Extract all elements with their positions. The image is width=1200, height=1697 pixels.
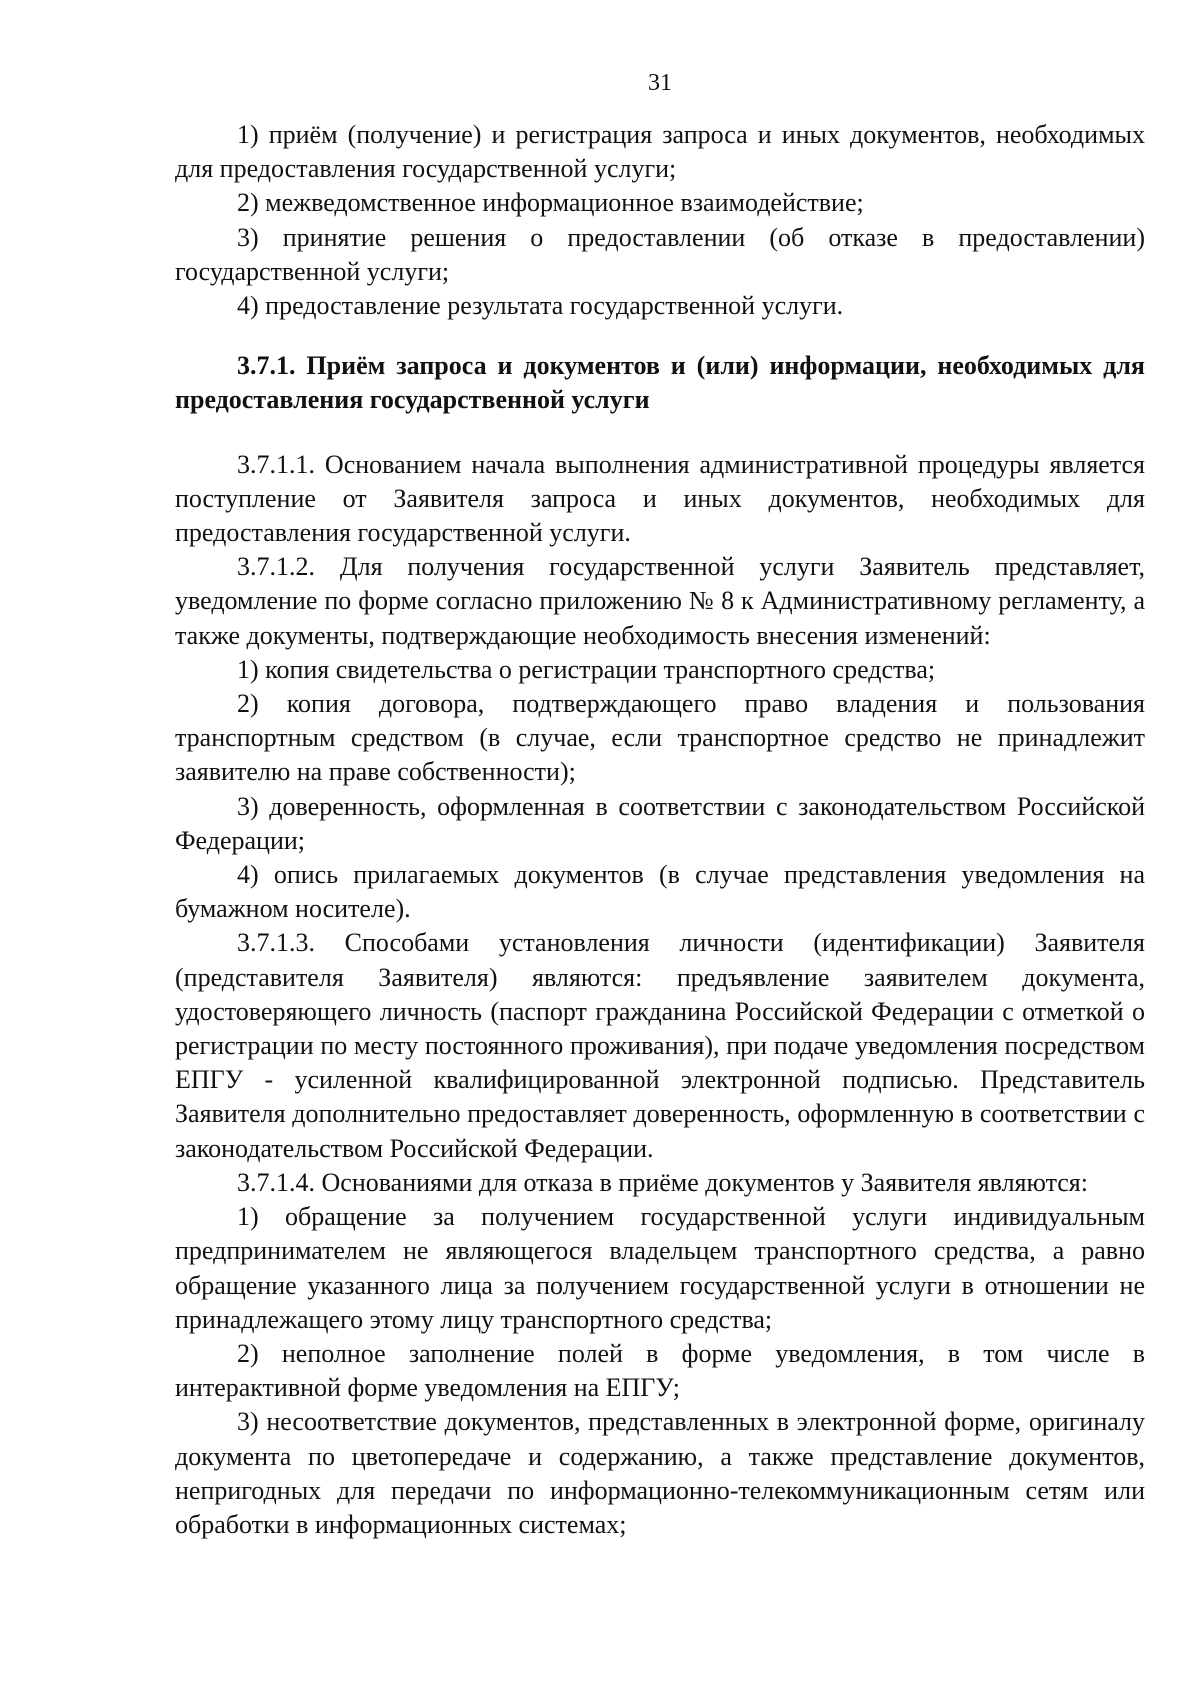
- page-number: 31: [648, 70, 672, 96]
- document-body: [175, 118, 1145, 1542]
- list-item: 2) неполное заполнение полей в форме уведомления, в том числе в интерактивной форме уведомления на ЕПГУ;: [175, 1338, 1145, 1403]
- list-item: 2) копия договора, подтверждающего право владения и пользования транспортным средством (в случае, если транспортное средство не принадлежит заявителю на праве собственности);: [175, 689, 1145, 787]
- list-item: 1) обращение за получением государственной услуги индивидуальным предпринимателем не являющегося владельцем транспортного средства, а равно обращение указанного лица за получением государственной услуги в отношении не принадлежащего этому лицу транспортного средства;: [175, 1202, 1145, 1334]
- list-item: 3) несоответствие документов, представленных в электронной форме, оригиналу документа по цветопередаче и содержанию, а также представление документов, непригодных для передачи по информационно-телекоммуникационным сетям или обработки в информационных системах;: [175, 1407, 1145, 1539]
- list-item: 1) копия свидетельства о регистрации транспортного средства;: [237, 654, 936, 684]
- paragraph: 3.7.1.1. Основанием начала выполнения административной процедуры является поступление от Заявителя запроса и иных документов, необходимых для предоставления государственной услуги.: [175, 449, 1145, 548]
- list-item: 2) межведомственное информационное взаимодействие;: [237, 188, 864, 218]
- paragraph: 3.7.1.2. Для получения государственной услуги Заявитель представляет, уведомление по форме согласно приложению № 8 к Административному регламенту, а также документы, подтверждающие необходимость внесения изменений:: [175, 552, 1145, 650]
- paragraph: 3.7.1.4. Основаниями для отказа в приёме документов у Заявителя являются:: [237, 1167, 1088, 1197]
- list-item: 4) предоставление результата государственной услуги.: [237, 291, 844, 321]
- list-item: 3) принятие решения о предоставлении (об отказе в предоставлении) государственной услуги;: [175, 222, 1145, 286]
- paragraph: 3.7.1.3. Способами установления личности (идентификации) Заявителя (представителя Заявителя) являются: предъявление заявителем документа, удостоверяющего личность (паспорт гражданина Российской Федерации с отметкой о регистрации по месту постоянного проживания), при подаче уведомления посредством ЕПГУ - усиленной квалифицированной электронной подписью. Представитель Заявителя дополнительно предоставляет доверенность, оформленную в соответствии с законодательством Российской Федерации.: [175, 928, 1145, 1163]
- section-heading: 3.7.1. Приём запроса и документов и (или) информации, необходимых для предоставления государственной услуги: [175, 351, 1145, 415]
- list-item: 1) приём (получение) и регистрация запроса и иных документов, необходимых для предоставления государственной услуги;: [175, 120, 1145, 184]
- list-item: 4) опись прилагаемых документов (в случае представления уведомления на бумажном носителе).: [175, 860, 1145, 924]
- list-item: 3) доверенность, оформленная в соответствии с законодательством Российской Федерации;: [175, 791, 1145, 855]
